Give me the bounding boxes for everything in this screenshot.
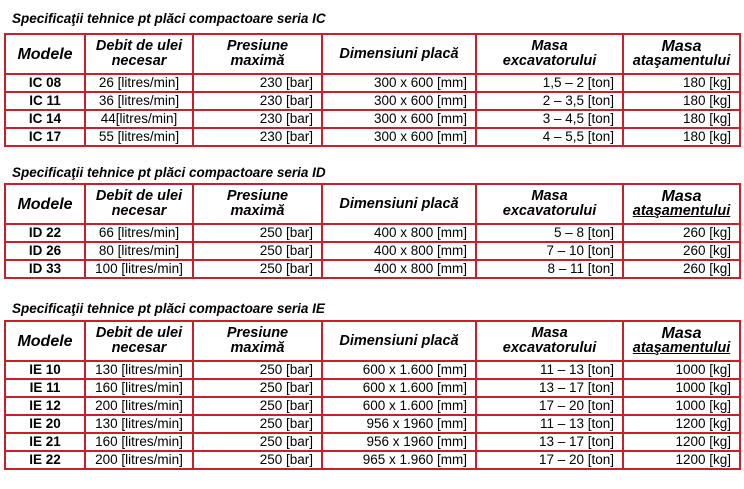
cell-model: ID 26 <box>5 242 85 260</box>
section-title-ic: Specificaţii tehnice pt plăci compactoare seria IC <box>12 11 326 26</box>
spec-table-ie <box>4 320 741 470</box>
cell-model: IC 08 <box>5 74 85 92</box>
cell-model: IE 10 <box>5 361 85 379</box>
header-model: Modele <box>5 184 85 224</box>
header-row <box>5 184 740 224</box>
table-row <box>5 379 740 397</box>
cell-model: IE 22 <box>5 451 85 469</box>
header-model: Modele <box>5 321 85 361</box>
cell-excavator-mass: 5 – 8 [ton] <box>476 224 623 242</box>
cell-pressure: 230 [bar] <box>193 92 322 110</box>
table-row <box>5 242 740 260</box>
table-row <box>5 433 740 451</box>
cell-flow: 80 [litres/min] <box>85 242 193 260</box>
cell-excavator-mass: 11 – 13 [ton] <box>476 415 623 433</box>
header-flow: Debit de ulei necesar <box>85 34 193 74</box>
cell-attachment-mass: 180 [kg] <box>623 74 740 92</box>
cell-dimensions: 400 x 800 [mm] <box>322 242 476 260</box>
cell-dimensions: 400 x 800 [mm] <box>322 260 476 278</box>
header-attachment-mass: Masa ataşamentului <box>623 34 740 74</box>
cell-flow: 26 [litres/min] <box>85 74 193 92</box>
cell-pressure: 230 [bar] <box>193 110 322 128</box>
table-row <box>5 397 740 415</box>
cell-pressure: 250 [bar] <box>193 242 322 260</box>
cell-excavator-mass: 3 – 4,5 [ton] <box>476 110 623 128</box>
cell-pressure: 250 [bar] <box>193 260 322 278</box>
cell-dimensions: 600 x 1.600 [mm] <box>322 397 476 415</box>
header-excavator-mass: Masa excavatorului <box>476 34 623 74</box>
cell-attachment-mass: 1200 [kg] <box>623 415 740 433</box>
cell-excavator-mass: 7 – 10 [ton] <box>476 242 623 260</box>
table-row <box>5 74 740 92</box>
cell-pressure: 250 [bar] <box>193 415 322 433</box>
cell-attachment-mass: 1000 [kg] <box>623 379 740 397</box>
cell-excavator-mass: 17 – 20 [ton] <box>476 397 623 415</box>
cell-flow: 130 [litres/min] <box>85 361 193 379</box>
spec-table-id <box>4 183 741 279</box>
cell-excavator-mass: 1,5 – 2 [ton] <box>476 74 623 92</box>
cell-model: ID 33 <box>5 260 85 278</box>
section-title-ie: Specificaţii tehnice pt plăci compactoare seria IE <box>12 301 325 316</box>
cell-flow: 130 [litres/min] <box>85 415 193 433</box>
header-flow: Debit de ulei necesar <box>85 321 193 361</box>
cell-flow: 160 [litres/min] <box>85 379 193 397</box>
header-attachment-mass: Masa ataşamentului <box>623 321 740 361</box>
header-pressure: Presiune maximă <box>193 184 322 224</box>
table-row <box>5 128 740 146</box>
cell-model: IE 11 <box>5 379 85 397</box>
header-excavator-mass: Masa excavatorului <box>476 321 623 361</box>
header-excavator-mass: Masa excavatorului <box>476 184 623 224</box>
cell-dimensions: 965 x 1.960 [mm] <box>322 451 476 469</box>
cell-excavator-mass: 13 – 17 [ton] <box>476 379 623 397</box>
cell-dimensions: 300 x 600 [mm] <box>322 74 476 92</box>
cell-dimensions: 300 x 600 [mm] <box>322 92 476 110</box>
cell-attachment-mass: 180 [kg] <box>623 110 740 128</box>
table-row <box>5 92 740 110</box>
cell-pressure: 230 [bar] <box>193 128 322 146</box>
cell-model: IE 21 <box>5 433 85 451</box>
header-row <box>5 34 740 74</box>
table-row <box>5 361 740 379</box>
cell-attachment-mass: 1000 [kg] <box>623 361 740 379</box>
cell-flow: 44[litres/min] <box>85 110 193 128</box>
cell-dimensions: 300 x 600 [mm] <box>322 128 476 146</box>
cell-pressure: 250 [bar] <box>193 224 322 242</box>
cell-pressure: 250 [bar] <box>193 397 322 415</box>
header-dimensions: Dimensiuni placă <box>322 321 476 361</box>
cell-excavator-mass: 17 – 20 [ton] <box>476 451 623 469</box>
cell-attachment-mass: 180 [kg] <box>623 128 740 146</box>
header-pressure: Presiune maximă <box>193 34 322 74</box>
cell-flow: 36 [litres/min] <box>85 92 193 110</box>
cell-model: ID 22 <box>5 224 85 242</box>
header-row <box>5 321 740 361</box>
cell-flow: 160 [litres/min] <box>85 433 193 451</box>
cell-attachment-mass: 260 [kg] <box>623 224 740 242</box>
cell-attachment-mass: 1200 [kg] <box>623 451 740 469</box>
header-dimensions: Dimensiuni placă <box>322 184 476 224</box>
table-row <box>5 451 740 469</box>
cell-flow: 100 [litres/min] <box>85 260 193 278</box>
cell-dimensions: 956 x 1960 [mm] <box>322 415 476 433</box>
cell-pressure: 250 [bar] <box>193 361 322 379</box>
cell-dimensions: 956 x 1960 [mm] <box>322 433 476 451</box>
header-model: Modele <box>5 34 85 74</box>
header-dimensions: Dimensiuni placă <box>322 34 476 74</box>
cell-pressure: 250 [bar] <box>193 451 322 469</box>
cell-flow: 55 [litres/min] <box>85 128 193 146</box>
cell-attachment-mass: 260 [kg] <box>623 260 740 278</box>
cell-model: IE 12 <box>5 397 85 415</box>
cell-dimensions: 600 x 1.600 [mm] <box>322 379 476 397</box>
cell-model: IC 17 <box>5 128 85 146</box>
cell-model: IC 11 <box>5 92 85 110</box>
cell-dimensions: 300 x 600 [mm] <box>322 110 476 128</box>
cell-pressure: 230 [bar] <box>193 74 322 92</box>
cell-attachment-mass: 1000 [kg] <box>623 397 740 415</box>
cell-excavator-mass: 4 – 5,5 [ton] <box>476 128 623 146</box>
cell-flow: 200 [litres/min] <box>85 397 193 415</box>
cell-excavator-mass: 13 – 17 [ton] <box>476 433 623 451</box>
header-pressure: Presiune maximă <box>193 321 322 361</box>
header-attachment-mass: Masa ataşamentului <box>623 184 740 224</box>
table-row <box>5 224 740 242</box>
cell-flow: 200 [litres/min] <box>85 451 193 469</box>
cell-model: IC 14 <box>5 110 85 128</box>
table-row <box>5 260 740 278</box>
cell-model: IE 20 <box>5 415 85 433</box>
cell-attachment-mass: 260 [kg] <box>623 242 740 260</box>
cell-flow: 66 [litres/min] <box>85 224 193 242</box>
cell-dimensions: 400 x 800 [mm] <box>322 224 476 242</box>
cell-attachment-mass: 1200 [kg] <box>623 433 740 451</box>
header-flow: Debit de ulei necesar <box>85 184 193 224</box>
cell-excavator-mass: 2 – 3,5 [ton] <box>476 92 623 110</box>
cell-dimensions: 600 x 1.600 [mm] <box>322 361 476 379</box>
cell-pressure: 250 [bar] <box>193 379 322 397</box>
cell-attachment-mass: 180 [kg] <box>623 92 740 110</box>
cell-excavator-mass: 11 – 13 [ton] <box>476 361 623 379</box>
section-title-id: Specificaţii tehnice pt plăci compactoare seria ID <box>12 165 326 180</box>
table-row <box>5 415 740 433</box>
cell-excavator-mass: 8 – 11 [ton] <box>476 260 623 278</box>
table-row <box>5 110 740 128</box>
cell-pressure: 250 [bar] <box>193 433 322 451</box>
spec-table-ic <box>4 33 741 147</box>
